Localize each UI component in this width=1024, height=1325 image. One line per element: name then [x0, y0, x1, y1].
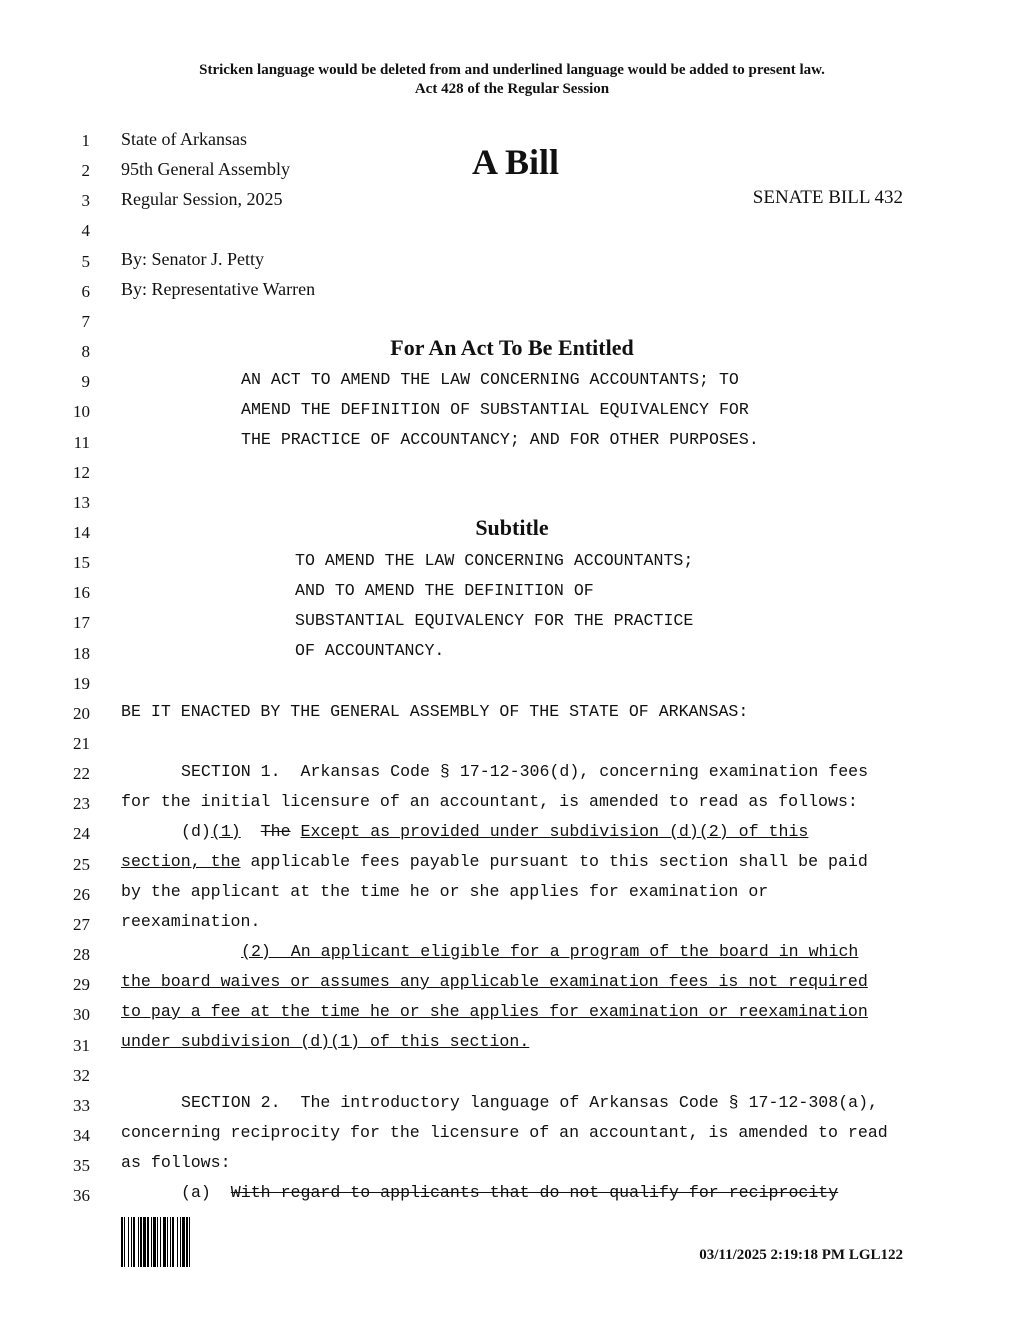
inserted-text: section, the — [121, 852, 241, 871]
inserted-text: under subdivision (d)(1) of this section. — [121, 1032, 530, 1051]
line-number: 16 — [73, 583, 90, 603]
line-number: 7 — [81, 311, 90, 331]
barcode-bar — [157, 1217, 158, 1267]
inserted-text: (1) — [210, 822, 241, 841]
barcode-bar — [160, 1217, 161, 1267]
session: Regular Session, 2025 — [121, 189, 283, 209]
print-timestamp: 03/11/2025 2:19:18 PM LGL122 — [699, 1247, 903, 1263]
subtitle-line: TO AMEND THE LAW CONCERNING ACCOUNTANTS; — [295, 551, 694, 570]
line-number: 2 — [81, 161, 90, 181]
sponsor-senator: By: Senator J. Petty — [121, 249, 264, 269]
barcode-bar — [180, 1217, 181, 1267]
line-number: 8 — [81, 342, 90, 362]
section-1-line: by the applicant at the time he or she applies for examination or — [121, 882, 769, 901]
sponsor-representative: By: Representative Warren — [121, 279, 316, 299]
barcode-bar — [124, 1217, 125, 1267]
barcode-bar — [182, 1217, 185, 1267]
barcode-bar — [133, 1217, 135, 1267]
inserted-text: the board waives or assumes any applicable examination fees is not required — [121, 972, 868, 991]
line-number: 32 — [73, 1065, 90, 1085]
line-number: 24 — [73, 824, 90, 844]
barcode-bar — [140, 1217, 142, 1267]
line-number: 34 — [73, 1125, 90, 1145]
line-number: 31 — [73, 1035, 90, 1055]
amendment-notice: Stricken language would be deleted from and underlined language would be added to present law. — [199, 62, 825, 78]
general-assembly: 95th General Assembly — [121, 159, 290, 179]
line-number: 12 — [73, 462, 90, 482]
line-number: 23 — [73, 794, 90, 814]
barcode-bar — [138, 1217, 139, 1267]
entitled-heading: For An Act To Be Entitled — [390, 335, 634, 360]
section-1-line: reexamination. — [121, 912, 261, 931]
barcode-bar — [147, 1217, 149, 1267]
line-number: 28 — [73, 945, 90, 965]
barcode-bar — [153, 1217, 156, 1267]
section-1-line — [121, 851, 868, 873]
barcode-bar — [177, 1217, 178, 1267]
section-2-line: as follows: — [121, 1153, 231, 1172]
barcode-bar — [163, 1217, 166, 1267]
barcode — [121, 1217, 249, 1267]
line-number: 30 — [73, 1005, 90, 1025]
line-number: 3 — [81, 191, 90, 211]
line-number: 6 — [81, 281, 90, 301]
bill-number: SENATE BILL 432 — [752, 187, 903, 208]
subtitle-line: OF ACCOUNTANCY. — [295, 641, 445, 660]
section-2-line — [181, 1182, 838, 1204]
subtitle-line: SUBSTANTIAL EQUIVALENCY FOR THE PRACTICE — [295, 611, 694, 630]
line-number: 33 — [73, 1095, 90, 1115]
line-number: 27 — [73, 914, 90, 934]
subtitle-heading: Subtitle — [475, 515, 549, 540]
barcode-bar — [128, 1217, 129, 1267]
line-number: 1 — [81, 131, 90, 150]
line-number: 19 — [73, 673, 90, 693]
line-number: 20 — [73, 703, 90, 723]
section-2-heading-line: SECTION 2. The introductory language of Arkansas Code § 17-12-308(a), — [181, 1093, 879, 1112]
enacting-clause: BE IT ENACTED BY THE GENERAL ASSEMBLY OF THE STATE OF ARKANSAS: — [121, 702, 749, 721]
line-number: 26 — [73, 884, 90, 904]
barcode-bar — [131, 1217, 132, 1267]
subsection-label: (a) — [181, 1183, 211, 1202]
barcode-bar — [170, 1217, 171, 1267]
line-number: 14 — [73, 522, 90, 542]
existing-text: applicable fees payable pursuant to this section shall be paid — [240, 852, 868, 871]
line-number: 18 — [73, 643, 90, 663]
state-name: State of Arkansas — [121, 129, 247, 149]
section-2-line: concerning reciprocity for the licensure of an accountant, is amended to read — [121, 1123, 888, 1142]
subtitle-line: AND TO AMEND THE DEFINITION OF — [295, 581, 594, 600]
barcode-bar — [151, 1217, 152, 1267]
line-number: 35 — [73, 1156, 90, 1176]
line-number: 13 — [73, 492, 90, 512]
section-1-heading-line: SECTION 1. Arkansas Code § 17-12-306(d), concerning examination fees — [181, 762, 869, 781]
line-number: 36 — [73, 1186, 90, 1206]
barcode-bar — [189, 1217, 190, 1267]
line-number: 22 — [73, 764, 90, 784]
section-1-line — [181, 821, 808, 843]
line-number: 17 — [73, 613, 90, 633]
inserted-text: (2) An applicant eligible for a program of the board in which — [241, 942, 859, 961]
entitled-line: AN ACT TO AMEND THE LAW CONCERNING ACCOUNTANTS; TO — [241, 370, 739, 389]
barcode-bar — [186, 1217, 188, 1267]
act-number: Act 428 of the Regular Session — [414, 81, 610, 97]
barcode-bar — [172, 1217, 174, 1267]
line-number: 10 — [73, 402, 90, 422]
line-number: 29 — [73, 975, 90, 995]
line-number: 4 — [81, 221, 90, 241]
entitled-line: AMEND THE DEFINITION OF SUBSTANTIAL EQUIVALENCY FOR — [241, 400, 749, 419]
line-number: 25 — [73, 854, 90, 874]
line-number: 21 — [73, 734, 90, 753]
stricken-text: The — [260, 822, 291, 841]
subsection-label: (d) — [181, 822, 211, 841]
barcode-bar — [143, 1217, 146, 1267]
inserted-text: to pay a fee at the time he or she applies for examination or reexamination — [121, 1002, 868, 1021]
bill-title: A Bill — [472, 142, 560, 182]
line-number: 15 — [73, 553, 90, 573]
line-number: 11 — [73, 432, 90, 452]
line-number: 5 — [81, 251, 90, 271]
section-1-line: for the initial licensure of an accountant, is amended to read as follows: — [121, 792, 858, 811]
line-number: 9 — [81, 372, 90, 392]
barcode-bar — [167, 1217, 168, 1267]
entitled-line: THE PRACTICE OF ACCOUNTANCY; AND FOR OTHER PURPOSES. — [241, 430, 759, 449]
stricken-text: With regard to applicants that do not qualify for reciprocity — [230, 1183, 839, 1202]
barcode-bar — [121, 1217, 123, 1267]
inserted-text: Except as provided under subdivision (d)(2) of this — [300, 822, 809, 841]
